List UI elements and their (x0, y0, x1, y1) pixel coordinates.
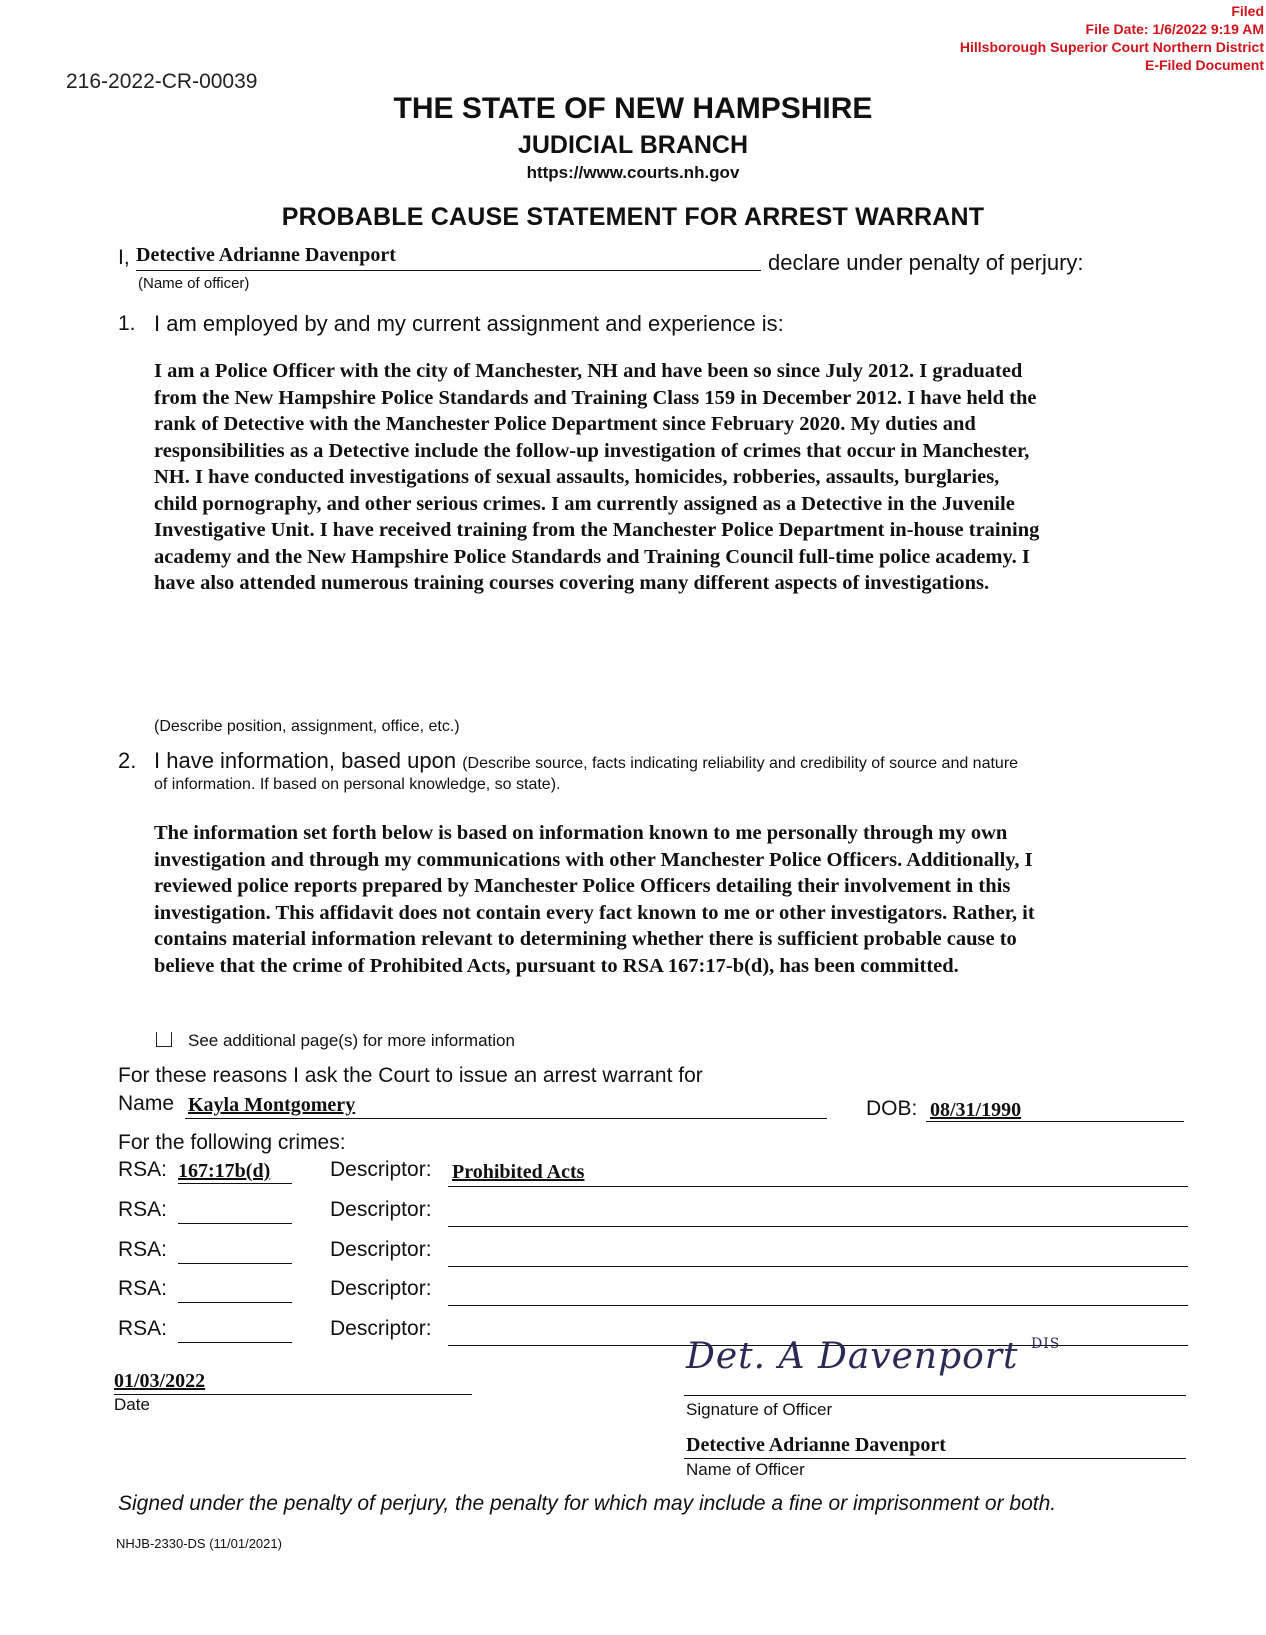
defendant-name-label: Name (118, 1092, 175, 1115)
crimes-label: For the following crimes: (118, 1131, 346, 1154)
rsa-label: RSA: (118, 1238, 168, 1261)
rsa-line (178, 1223, 292, 1224)
paragraph-line: NH. I have conducted investigations of sexual assaults, homicides, robberies, assaults, burglaries, (154, 466, 1000, 488)
section1-number: 1. (118, 312, 136, 335)
paragraph-line: have also attended numerous training courses covering many different aspects of investigations. (154, 572, 990, 594)
paragraph-line: child pornography, and other serious crimes. I am currently assigned as a Detective in the Juvenile (154, 492, 1015, 515)
branch-heading: JUDICIAL BRANCH (517, 131, 749, 159)
paragraph-line: believe that the crime of Prohibited Acts, pursuant to RSA 167:17-b(d), has been committed. (154, 954, 959, 977)
paragraph-line: investigation and through my communications with other Manchester Police Officers. Additionally, I (154, 848, 1033, 871)
additional-pages-checkbox[interactable] (156, 1032, 172, 1047)
court-url: https://www.courts.nh.gov (526, 163, 740, 182)
signature-initials: DIS (1030, 1336, 1061, 1352)
paragraph-line: Investigative Unit. I have received training from the Manchester Police Department in-house training (154, 519, 1040, 541)
descriptor-label: Descriptor: (330, 1317, 432, 1340)
signature-label: Signature of Officer (686, 1400, 833, 1419)
paragraph-line: investigation. This affidavit does not contain every fact known to me or other investigators. Rather, it (154, 901, 1035, 924)
declaration-suffix: declare under penalty of perjury: (768, 250, 1084, 275)
section2-label: I have information, based upon (154, 748, 457, 773)
rsa-label: RSA: (118, 1198, 168, 1221)
descriptor-line (448, 1226, 1188, 1227)
descriptor-line (448, 1186, 1188, 1187)
form-code: NHJB-2330-DS (11/01/2021) (116, 1536, 282, 1551)
efile-stamp (960, 2, 1264, 74)
officer-name-caption: (Name of officer) (138, 275, 250, 292)
officer-name-field (136, 244, 761, 271)
section2-paragraph (154, 820, 1214, 979)
perjury-notice: Signed under the penalty of perjury, the penalty for which may include a fine or imprisonment or both. (118, 1492, 1057, 1515)
rsa-label: RSA: (118, 1277, 168, 1300)
officer-name-line (684, 1458, 1186, 1459)
paragraph-line: rank of Detective with the Manchester Police Department since February 2020. My duties and (154, 413, 976, 435)
rsa-label: RSA: (118, 1317, 168, 1340)
rsa-value: 167:17b(d) (178, 1160, 271, 1182)
section2-label-line (154, 748, 1018, 774)
descriptor-label: Descriptor: (330, 1198, 432, 1221)
stamp-court: Hillsborough Superior Court Northern District (959, 39, 1264, 55)
descriptor-label: Descriptor: (330, 1277, 432, 1300)
declaration-prefix: I, (118, 246, 130, 269)
signing-date-value: 01/03/2022 (114, 1370, 206, 1392)
dob-label: DOB: (866, 1097, 918, 1120)
stamp-efiled: E-Filed Document (1144, 57, 1264, 73)
paragraph-line: responsibilities as a Detective include the follow-up investigation of crimes that occur in Manchester, (154, 439, 1030, 462)
defendant-name-line (185, 1118, 827, 1119)
descriptor-value: Prohibited Acts (452, 1161, 585, 1183)
signing-date-label: Date (114, 1395, 150, 1414)
section1-label: I am employed by and my current assignment and experience is: (154, 311, 784, 336)
officer-signature (686, 1336, 1060, 1377)
dob-value: 08/31/1990 (930, 1099, 1022, 1121)
defendant-name-value: Kayla Montgomery (188, 1094, 356, 1116)
rsa-line (178, 1183, 292, 1184)
descriptor-label: Descriptor: (330, 1238, 432, 1261)
officer-printed-name: Detective Adrianne Davenport (686, 1434, 946, 1456)
descriptor-line (448, 1266, 1188, 1267)
warrant-request-text: For these reasons I ask the Court to issue an arrest warrant for (118, 1064, 703, 1087)
crime-row (118, 1198, 1188, 1224)
rsa-line (178, 1302, 292, 1303)
signature-text: Det. A Davenport (686, 1336, 1019, 1377)
rsa-line (178, 1342, 292, 1343)
paragraph-line: academy and the New Hampshire Police Standards and Training Council full-time police academy. I (154, 545, 1030, 568)
paragraph-line: from the New Hampshire Police Standards and Training Class 159 in December 2012. I have held the (154, 386, 1037, 409)
signature-line (684, 1395, 1186, 1396)
case-number: 216-2022-CR-00039 (66, 70, 258, 93)
paragraph-line: contains material information relevant to determining whether there is sufficient probable cause to (154, 928, 1017, 950)
crime-row (118, 1158, 1188, 1184)
descriptor-line (448, 1305, 1188, 1306)
crime-row (118, 1238, 1188, 1264)
paragraph-line: The information set forth below is based on information known to me personally through my own (154, 822, 1008, 844)
officer-name-label: Name of Officer (686, 1460, 805, 1479)
additional-pages-label: See additional page(s) for more information (188, 1031, 515, 1050)
signing-date-line (114, 1394, 472, 1395)
section1-paragraph (154, 358, 1214, 597)
rsa-label: RSA: (118, 1158, 168, 1181)
officer-name-value: Detective Adrianne Davenport (136, 244, 396, 266)
crime-row (118, 1277, 1188, 1303)
form-title: PROBABLE CAUSE STATEMENT FOR ARREST WARRANT (281, 203, 985, 231)
state-heading: THE STATE OF NEW HAMPSHIRE (393, 92, 873, 125)
stamp-file-date: File Date: 1/6/2022 9:19 AM (1085, 21, 1264, 37)
descriptor-label: Descriptor: (330, 1158, 432, 1181)
paragraph-line: I am a Police Officer with the city of Manchester, NH and have been so since July 2012. I graduated (154, 360, 1023, 382)
rsa-line (178, 1263, 292, 1264)
section1-caption: (Describe position, assignment, office, etc.) (154, 718, 460, 735)
section2-note-2: of information. If based on personal knowledge, so state). (154, 776, 561, 793)
paragraph-line: reviewed police reports prepared by Manchester Police Officers detailing their involvement in this (154, 875, 1011, 897)
section2-note-1: (Describe source, facts indicating reliability and credibility of source and nature (462, 755, 1019, 772)
section2-number: 2. (118, 748, 137, 773)
stamp-filed: Filed (1231, 3, 1264, 19)
